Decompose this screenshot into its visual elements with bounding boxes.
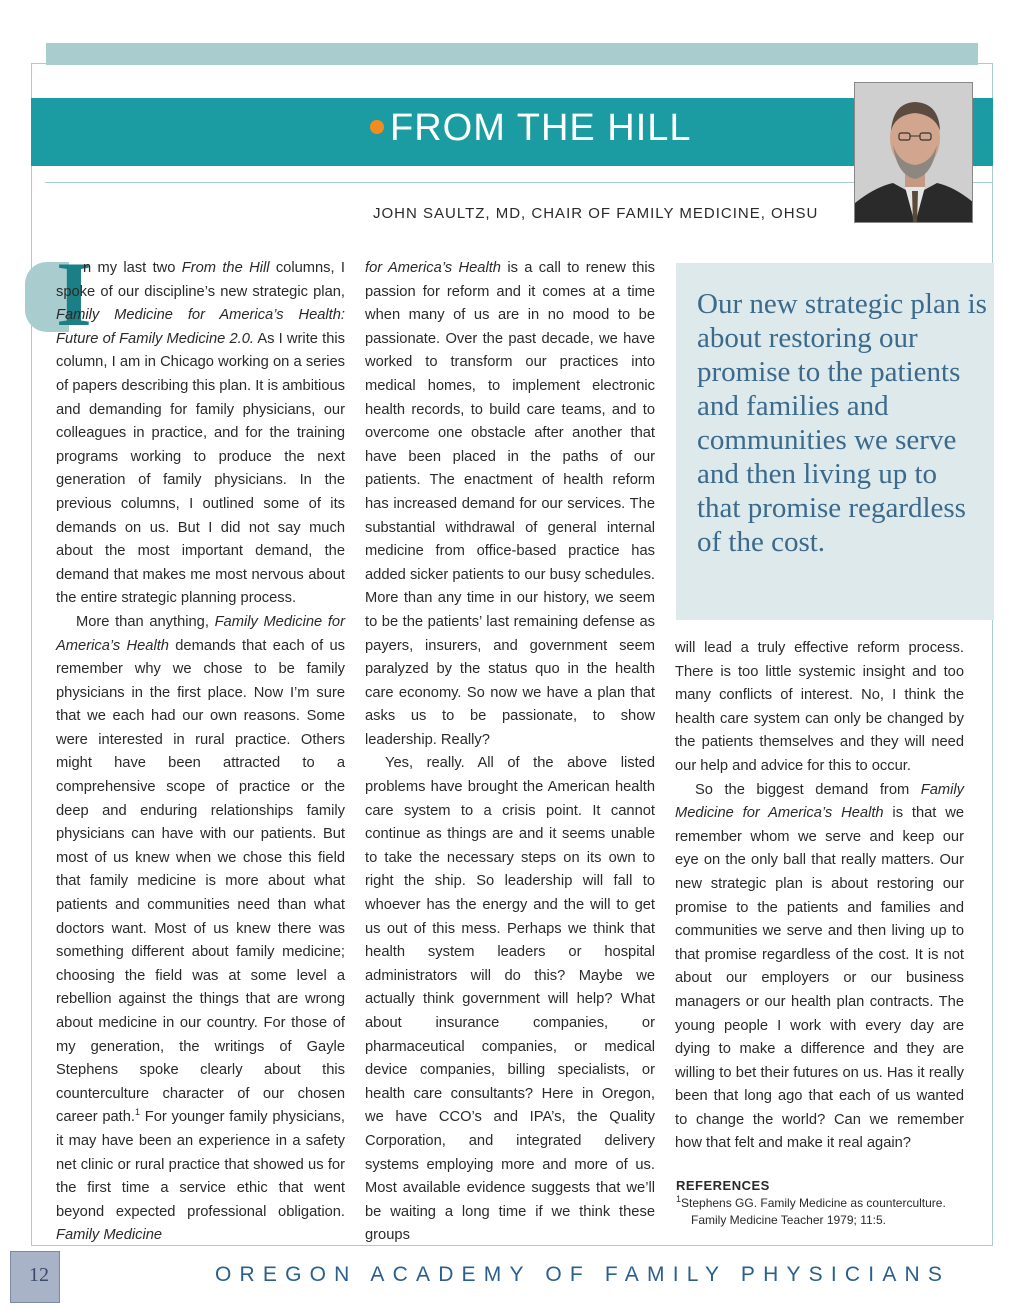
paragraph: for America’s Health is a call to renew this passion for reform and it comes at a time when many of us are in no mood to be passionate. Over the past decade, we have worked to transform our practices into medical homes, to implement electronic health records, to build care teams, and to overcome one obstacle after another that have been placed in the paths of our patients. The enactment of health reform has increased demand for our services. The substantial withdrawal of general internal medicine from office-based practice has added sicker patients to our busy schedules. More than any time in our history, we seem to be the patients’ last remaining defense as payers, insurers, and government seem paralyzed by the status quo in the health care economy. So now we have a plan that asks us to be passionate, to show leadership. Really? (365, 260, 656, 748)
paragraph: will lead a truly effective reform process. There is too little systemic insight and too many conflicts of interest. No, I think the health care system can only be changed by the patients themselves and they will need our help and advice for this to occur. (675, 640, 964, 774)
author-byline: JOHN SAULTZ, MD, CHAIR OF FAMILY MEDICINE, OHSU (373, 205, 819, 222)
reference-item: $^1$Stephens GG. Family Medicine as counterculture. Family Medicine Teacher 1979; 11:5. (676, 1194, 946, 1227)
article-column-3 (675, 637, 964, 1156)
author-photo (854, 82, 973, 223)
references-heading: REFERENCES (676, 1178, 770, 1193)
article-column-2 (365, 257, 655, 1248)
page-number-box (10, 1251, 60, 1303)
page-number: 12 (29, 1264, 49, 1286)
paragraph: Yes, really. All of the above listed problems have brought the American health care system to a crisis point. It cannot continue as things are and it seems unable to take the necessary steps on its own to right the ship. So leadership will fall to whoever has the energy and the will to get us out of this mess. Perhaps we think that health system leaders or hospital administrators will do this? Maybe we actually think government will help? What about insurance companies, or pharmaceutical companies, or medical device companies, billing specialists, or health care consultants? Here in Oregon, we have CCO’s and IPA’s, the Quality Corporation, and integrated delivery systems employing more and more of us. Most available evidence suggests that we’ll be waiting a long time if we think these groups (365, 755, 655, 1244)
paragraph: More than anything, Family Medicine for America’s Health demands that each of us remember why we chose to be family physicians in the first place. Now I’m sure that we each had our own reasons. Some were interested in rural practice. Others might have been attracted to a comprehensive scope of practice or the deep and enduring relationships family physicians can have with our patients. But most of us knew when we chose this field that family medicine is more about what patients and communities need than what doctors want. Most of us knew there was something different about family medicine; choosing the field was at some level a rebellion against the things that are wrong about medicine in our country. For those of my generation, the writings of Gayle Stephens spoke clearly about this counterculture character of our chosen career path.$^1$ For younger family physicians, it may have been an experience in a safety net clinic or rural practice that showed us for the first time a service ethic that went beyond expected professional obligation. Family Medicine (56, 613, 345, 1244)
column-title: FROM THE HILL (370, 107, 692, 150)
paragraph: n my last two From the Hill columns, I spoke of our discipline’s new strategic plan, Family Medicine for America’s Health: Future of Family Medicine 2.0. As I write this column, I am in Chicago working on a series of papers describing this plan. It is ambitious and demanding for family physicians, our colleagues in practice, and for the training programs working to produce the next generation of family physicians. In the previous columns, I outlined some of its demands on us. But I did not say much about the most important demand, the demand that makes me most nervous about the entire strategic planning process. (56, 260, 346, 607)
drop-cap: I (56, 243, 92, 345)
footer-organization: OREGON ACADEMY OF FAMILY PHYSICIANS (215, 1263, 951, 1286)
reference-marker: 1 (135, 1107, 141, 1118)
article-column-1 (56, 257, 345, 1248)
bullet-dot-icon (370, 120, 384, 134)
top-decorative-band (46, 43, 978, 65)
pull-quote: Our new strategic plan is about restoring our promise to the patients and families and communities we serve and then living up to that promise regardless of the cost. (697, 288, 987, 558)
paragraph: So the biggest demand from Family Medicine for America’s Health is that we remember whom we serve and keep our eye on the only ball that really matters. Our new strategic plan is about restoring our promise to the patients and families and communities we serve and then living up to that promise regardless of the cost. It is not about our employers or our business managers or our health plan contracts. The young people I work with every day are dying to make a difference and they are willing to bet their futures on us. Has it really been that long ago that each of us wanted to change the world? Can we remember how that felt and make it real again? (675, 781, 964, 1152)
